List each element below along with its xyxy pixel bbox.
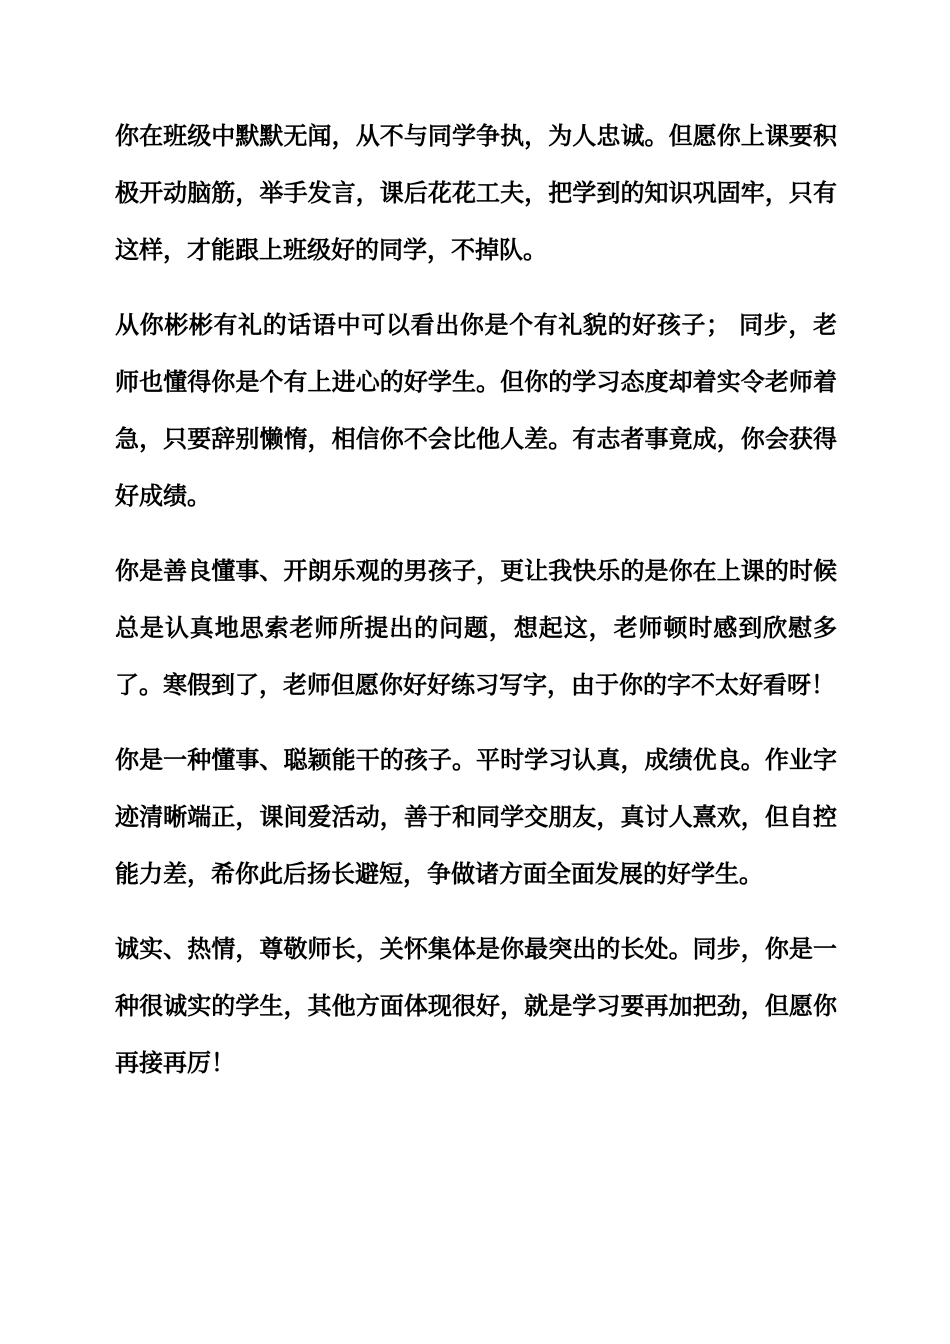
comment-paragraph-5: 诚实、热情，尊敬师长，关怀集体是你最突出的长处。同步，你是一种很诚实的学生，其他方面体现很好，就是学习要再加把劲，但愿你再接再厉！ — [115, 935, 837, 1077]
document-body — [115, 108, 837, 1110]
comment-paragraph-2: 从你彬彬有礼的话语中可以看出你是个有礼貌的好孩子； 同步，老师也懂得你是个有上进心的好学生。但你的学习态度却着实令老师着急，只要辞别懒惰，相信你不会比他人差。有志者事竟成，你会获得好成绩。 — [115, 311, 837, 510]
comment-paragraph-3: 你是善良懂事、开朗乐观的男孩子，更让我快乐的是你在上课的时候总是认真地思索老师所提出的问题，想起这，老师顿时感到欣慰多了。寒假到了，老师但愿你好好练习写字，由于你的字不太好看呀！ — [115, 557, 837, 699]
comment-paragraph-1: 你在班级中默默无闻，从不与同学争执，为人忠诚。但愿你上课要积极开动脑筋，举手发言，课后花花工夫，把学到的知识巩固牢，只有这样，才能跟上班级好的同学，不掉队。 — [115, 122, 837, 264]
comment-paragraph-4: 你是一种懂事、聪颖能干的孩子。平时学习认真，成绩优良。作业字迹清晰端正，课间爱活动，善于和同学交朋友，真讨人熹欢，但自控能力差，希你此后扬长避短，争做诸方面全面发展的好学生。 — [115, 746, 837, 888]
